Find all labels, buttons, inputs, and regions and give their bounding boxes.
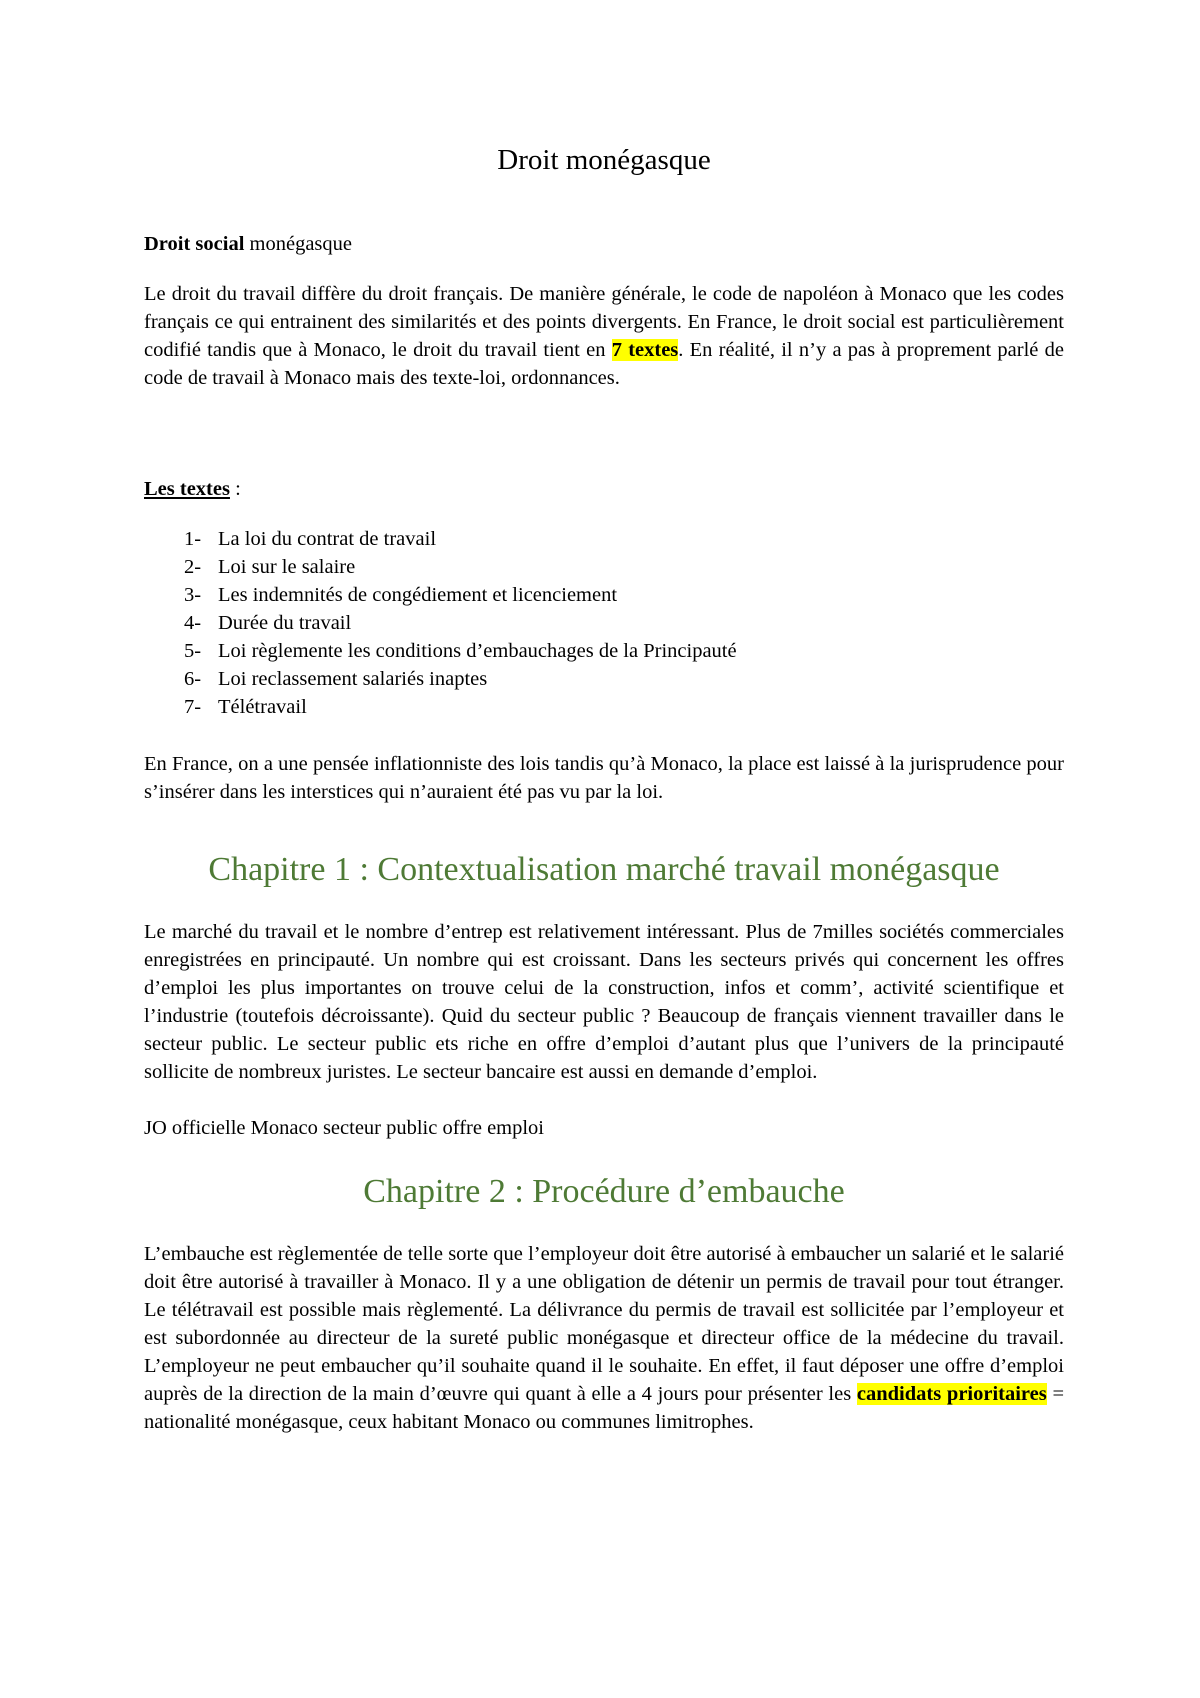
list-item bbox=[184, 525, 1044, 553]
list-item-text: Télétravail bbox=[218, 696, 307, 718]
list-item-number: 4- bbox=[184, 612, 202, 634]
section-heading bbox=[144, 230, 1064, 258]
france-paragraph: En France, on a une pensée inflationniste des lois tandis qu’à Monaco, la place est laissé à la jurisprudence pour s’insérer dans les interstices qui n’auraient été pas vu par la loi. bbox=[144, 753, 1064, 803]
section-heading-bold: Droit social bbox=[144, 233, 245, 255]
texts-list bbox=[184, 525, 1044, 721]
list-item-number: 2- bbox=[184, 556, 202, 578]
list-item-number: 3- bbox=[184, 584, 202, 606]
intro-text-before: Le droit du travail diffère du droit français. De manière générale, le code de napoléon à Monaco que les codes français ce qui entrainent des similarités et des points divergents. En France, le droit social est particulièrement codifié tandis que à Monaco, le droit du travail tient en bbox=[144, 283, 1064, 361]
list-item-text: Loi règlemente les conditions d’embauchages de la Principauté bbox=[218, 640, 737, 662]
list-item-text: Les indemnités de congédiement et licenciement bbox=[218, 584, 618, 606]
intro-paragraph bbox=[144, 280, 1064, 392]
highlight-candidats-prioritaires: candidats prioritaires bbox=[856, 1383, 1047, 1405]
list-item-number: 6- bbox=[184, 668, 202, 690]
chapter-1-paragraph: Le marché du travail et le nombre d’entrep est relativement intéressant. Plus de 7milles sociétés commerciales enregistrées en principauté. Un nombre qui est croissant. Dans les secteurs privés qui concernent les offres d’emploi les plus importantes on trouve celui de la construction, infos et comm’, activité scientifique et l’industrie (toutefois décroissante). Quid du secteur public ? Beaucoup de français viennent travailler dans le secteur public. Le secteur public ets riche en offre d’emploi d’autant plus que l’univers de la principauté sollicite de nombreux juristes. Le secteur bancaire est aussi en demande d’emploi. bbox=[144, 921, 1064, 1083]
highlight-7-textes: 7 textes bbox=[611, 339, 679, 361]
list-item-text: Loi sur le salaire bbox=[218, 556, 356, 578]
chapter-1-note: JO officielle Monaco secteur public offre emploi bbox=[144, 1117, 545, 1139]
list-item-text: Loi reclassement salariés inaptes bbox=[218, 668, 488, 690]
list-item bbox=[184, 553, 1044, 581]
list-item-number: 1- bbox=[184, 528, 202, 550]
document-title: Droit monégasque bbox=[497, 144, 711, 176]
texts-heading-suffix: : bbox=[229, 478, 241, 500]
list-item bbox=[184, 665, 1044, 693]
chapter-1-title: Chapitre 1 : Contextualisation marché travail monégasque bbox=[208, 851, 1000, 888]
texts-heading-label: Les textes bbox=[144, 478, 230, 500]
intro-text-after: . En réalité, il n’y a pas à proprement parlé de code de travail à Monaco mais des texte-loi, ordonnances. bbox=[144, 339, 1064, 389]
list-item-text: Durée du travail bbox=[218, 612, 352, 634]
list-item bbox=[184, 581, 1044, 609]
chapter-2-title: Chapitre 2 : Procédure d’embauche bbox=[363, 1173, 845, 1210]
list-item-text: La loi du contrat de travail bbox=[218, 528, 437, 550]
texts-heading bbox=[144, 475, 1064, 503]
list-item bbox=[184, 609, 1044, 637]
list-item-number: 7- bbox=[184, 696, 202, 718]
chapter-2-text-after: = nationalité monégasque, ceux habitant Monaco ou communes limitrophes. bbox=[144, 1383, 1065, 1433]
section-heading-rest: monégasque bbox=[244, 233, 353, 255]
list-item bbox=[184, 693, 1044, 721]
list-item bbox=[184, 637, 1044, 665]
chapter-2-text-before: L’embauche est règlementée de telle sorte que l’employeur doit être autorisé à embaucher un salarié et le salarié doit être autorisé à travailler à Monaco. Il y a une obligation de détenir un permis de travail pour tout étranger. Le télétravail est possible mais règlementé. La délivrance du permis de travail est sollicitée par l’employeur et est subordonnée au directeur de la sureté public monégasque et directeur office de la médecine du travail. L’employeur ne peut embaucher qu’il souhaite quand il le souhaite. En effet, il faut déposer une offre d’emploi auprès de la direction de la main d’œuvre qui quant à elle a 4 jours pour présenter les bbox=[144, 1243, 1064, 1405]
list-item-number: 5- bbox=[184, 640, 202, 662]
chapter-2-paragraph bbox=[144, 1240, 1064, 1436]
